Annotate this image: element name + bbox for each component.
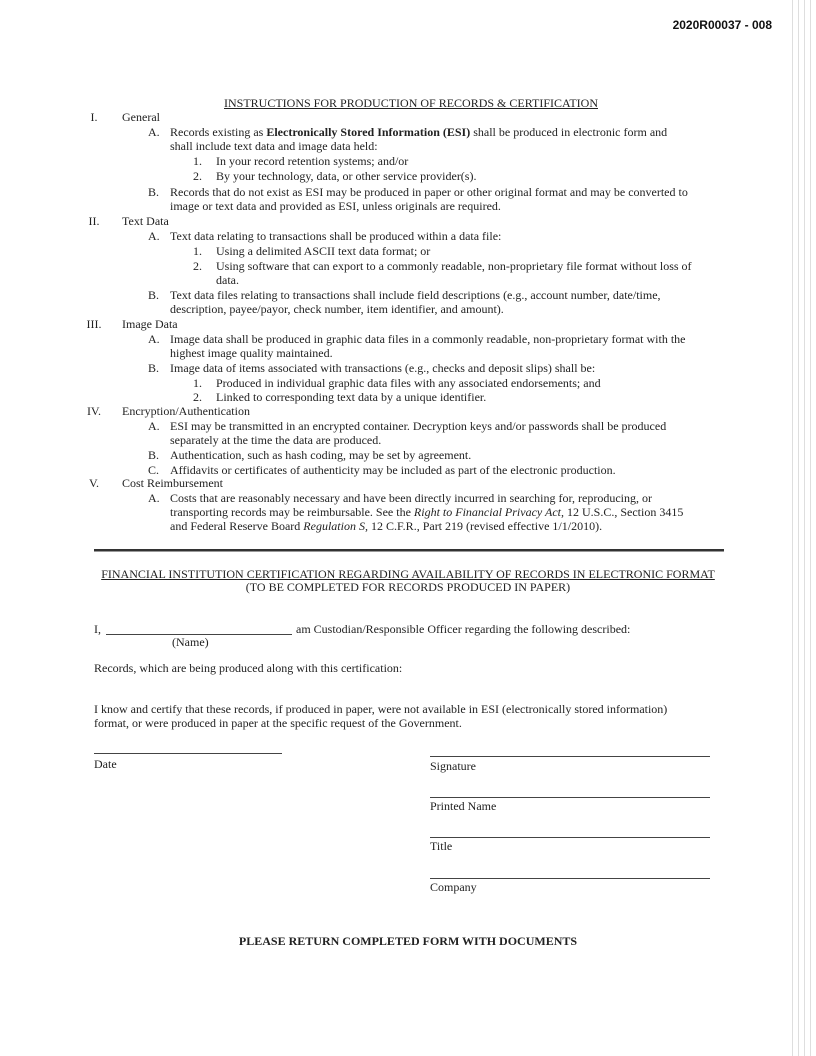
subitem-label: 2. [193,390,202,404]
subitem-label: 2. [193,169,202,183]
item-label: B. [148,288,160,302]
section-number: I. [90,110,98,124]
date-field[interactable] [94,753,282,754]
item-text: separately at the time the data are produced. [170,433,382,447]
item-text: Image data shall be produced in graphic data files in a commonly readable, non-proprietary format with the [170,332,686,346]
item-text: and Federal Reserve Board Regulation S, 12 C.F.R., Part 219 (revised effective 1/1/2010). [170,519,603,533]
subitem-label: 1. [193,376,202,390]
subitem-text: Linked to corresponding text data by a unique identifier. [216,390,487,404]
bates-number: 2020R00037 - 008 [672,18,772,32]
name-caption: (Name) [172,635,209,649]
certify-text: I know and certify that these records, if produced in paper, were not available in ESI (electronically stored information) [94,702,668,716]
section-divider [94,549,724,552]
signature-field[interactable] [430,756,710,757]
item-text: highest image quality maintained. [170,346,333,360]
item-label: B. [148,448,160,462]
item-label: A. [148,419,160,433]
subitem-label: 1. [193,244,202,258]
date-label: Date [94,757,117,771]
section-title: Image Data [122,317,178,331]
subitem-text: By your technology, data, or other service provider(s). [216,169,477,183]
section-number: II. [88,214,100,228]
company-label: Company [430,880,477,894]
item-text: transporting records may be reimbursable. See the Right to Financial Privacy Act, 12 U.S.C., Section 3415 [170,505,684,519]
subitem-label: 2. [193,259,202,273]
subitem-text: data. [216,273,239,287]
records-line: Records, which are being produced along with this certification: [94,661,403,675]
section-number: IV. [86,404,102,418]
certification-title-line: FINANCIAL INSTITUTION CERTIFICATION REGARDING AVAILABILITY OF RECORDS IN ELECTRONIC FORMAT [101,567,715,581]
subitem-label: 1. [193,154,202,168]
item-text: Image data of items associated with transactions (e.g., checks and deposit slips) shall be: [170,361,596,375]
subitem-text: Using software that can export to a commonly readable, non-proprietary file format without loss of [216,259,692,273]
return-instructions: PLEASE RETURN COMPLETED FORM WITH DOCUMENTS [238,934,578,948]
item-text: Authentication, such as hash coding, may be set by agreement. [170,448,472,462]
item-label: A. [148,229,160,243]
item-label: C. [148,463,160,477]
item-text: Costs that are reasonably necessary and have been directly incurred in searching for, reproducing, or [170,491,652,505]
item-text: Records existing as Electronically Stored Information (ESI) shall be produced in electronic form and [170,125,668,139]
certification-title [0,568,816,594]
company-field[interactable] [430,878,710,879]
item-label: A. [148,125,160,139]
item-text: Records that do not exist as ESI may be produced in paper or other original format and may be converted to [170,185,688,199]
subitem-text: Produced in individual graphic data files with any associated endorsements; and [216,376,601,390]
item-label: B. [148,361,160,375]
section-title: Text Data [122,214,169,228]
subitem-text: In your record retention systems; and/or [216,154,409,168]
item-label: A. [148,332,160,346]
item-text: description, payee/payor, check number, item identifier, and amount). [170,302,504,316]
certify-text: format, or were produced in paper at the specific request of the Government. [94,716,462,730]
item-text: Affidavits or certificates of authenticity may be included as part of the electronic production. [170,463,616,477]
instructions-title: INSTRUCTIONS FOR PRODUCTION OF RECORDS & CERTIFICATION [224,96,598,110]
section-title: General [122,110,160,124]
subitem-text: Using a delimited ASCII text data format; or [216,244,431,258]
item-text: image or text data and provided as ESI, unless originals are required. [170,199,501,213]
certification-subtitle: (TO BE COMPLETED FOR RECORDS PRODUCED IN PAPER) [245,580,571,594]
section-title: Cost Reimbursement [122,476,223,490]
item-label: A. [148,491,160,505]
item-text: shall include text data and image data held: [170,139,378,153]
i-label: I, [94,622,101,636]
scan-edge-artifact [790,0,816,1056]
title-label: Title [430,839,453,853]
section-number: V. [88,476,100,490]
item-label: B. [148,185,160,199]
item-text: ESI may be transmitted in an encrypted container. Decryption keys and/or passwords shall be produced [170,419,667,433]
custodian-text: am Custodian/Responsible Officer regarding the following described: [296,622,631,636]
signature-label: Signature [430,759,476,773]
item-text: Text data relating to transactions shall be produced within a data file: [170,229,502,243]
printed-name-label: Printed Name [430,799,497,813]
printed-name-field[interactable] [430,797,710,798]
section-number: III. [86,317,102,331]
section-title: Encryption/Authentication [122,404,250,418]
item-text: Text data files relating to transactions shall include field descriptions (e.g., account number, date/time, [170,288,661,302]
title-field[interactable] [430,837,710,838]
